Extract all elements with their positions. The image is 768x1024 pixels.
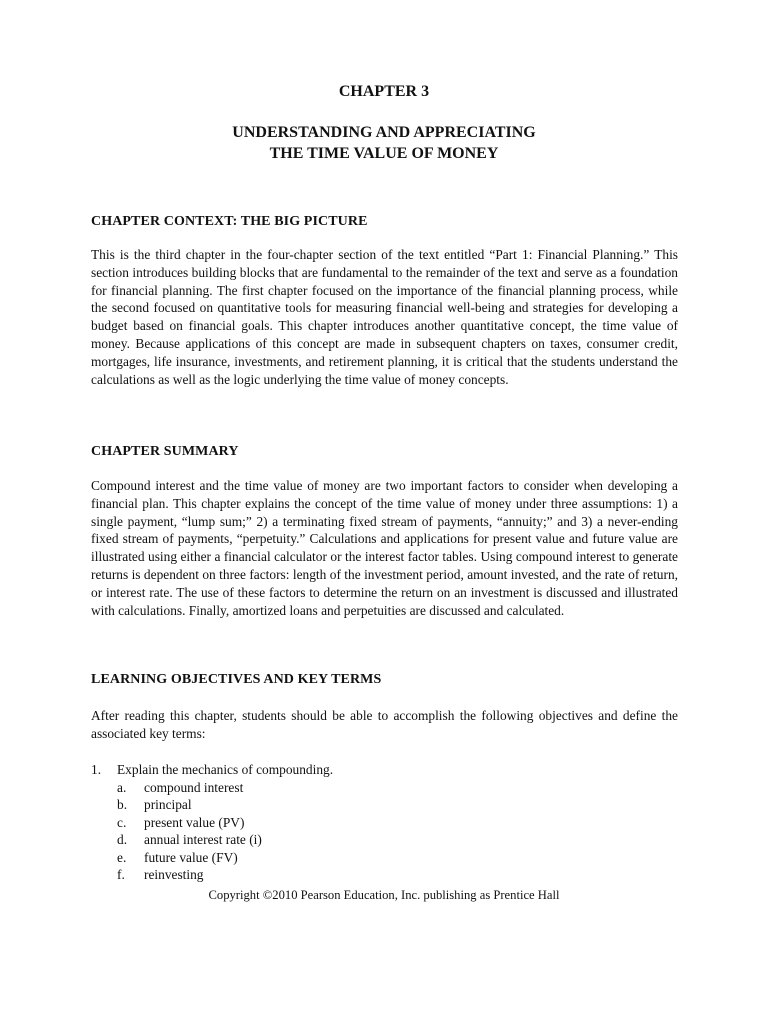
- summary-heading: CHAPTER SUMMARY: [91, 444, 239, 459]
- objective-item: [91, 761, 678, 884]
- key-terms-list: [91, 779, 678, 884]
- chapter-number: CHAPTER 3: [338, 83, 430, 100]
- key-term-letter: d.: [117, 832, 128, 847]
- key-term-item: [117, 779, 678, 797]
- key-term-letter: c.: [117, 814, 127, 830]
- chapter-title-line-1: UNDERSTANDING AND APPRECIATING: [232, 124, 536, 141]
- key-term-letter: e.: [117, 849, 127, 865]
- objectives-heading: LEARNING OBJECTIVES AND KEY TERMS: [91, 672, 382, 687]
- key-term-item: [117, 814, 678, 832]
- context-paragraph: This is the third chapter in the four-chapter section of the text entitled “Part 1: Financial Planning.” This section introduces building blocks that are fundamental to the remainder of the text and serve as a foundation for financial planning. The first chapter focused on the importance of the financial planning process, while the second focused on quantitative tools for measuring financial well-being and strategies for developing a budget based on financial goals. This chapter introduces another quantitative concept, the time value of money. Because applications of this concept are made in subsequent chapters on taxes, consumer credit, mortgages, life insurance, investments, and retirement planning, it is critical that the students understand the calculations as well as the logic underlying the time value of money concepts.: [91, 247, 678, 387]
- key-term: compound interest: [144, 779, 244, 795]
- objectives-intro: After reading this chapter, students should be able to accomplish the following objectives and define the associated key terms:: [91, 708, 678, 741]
- key-term: reinvesting: [144, 867, 204, 882]
- key-term-letter: b.: [117, 797, 128, 812]
- key-term-item: [117, 849, 678, 867]
- key-term: principal: [144, 797, 192, 812]
- summary-paragraph: Compound interest and the time value of money are two important factors to consider when developing a financial plan. This chapter explains the concept of the time value of money under three assumptions: 1) a single payment, “lump sum;” 2) a terminating fixed stream of payments, “annuity;” and 3) a never-ending fixed stream of payments, “perpetuity.” Calculations and applications for present value and future value are illustrated using either a financial calculator or the interest factor tables. Using compound interest to generate returns is dependent on three factors: length of the investment period, amount invested, and the rate of return, or interest rate. The use of these factors to determine the return on an investment is discussed and illustrated with calculations. Finally, amortized loans and perpetuities are discussed and calculated.: [91, 478, 678, 618]
- key-term-letter: f.: [117, 867, 125, 882]
- objective-number: 1.: [91, 762, 102, 777]
- chapter-title-line-2: THE TIME VALUE OF MONEY: [269, 145, 499, 162]
- key-term: annual interest rate (i): [144, 832, 262, 847]
- chapter-title: [0, 122, 768, 164]
- objective-text: Explain the mechanics of compounding.: [117, 762, 334, 777]
- context-heading: CHAPTER CONTEXT: THE BIG PICTURE: [91, 214, 368, 229]
- key-term-item: [117, 831, 678, 849]
- copyright-footer: Copyright ©2010 Pearson Education, Inc. publishing as Prentice Hall: [208, 888, 560, 902]
- key-term: future value (FV): [144, 849, 238, 865]
- key-term-item: [117, 866, 678, 884]
- objectives-list: [91, 761, 678, 884]
- key-term-letter: a.: [117, 779, 127, 795]
- key-term: present value (PV): [144, 814, 245, 830]
- key-term-item: [117, 796, 678, 814]
